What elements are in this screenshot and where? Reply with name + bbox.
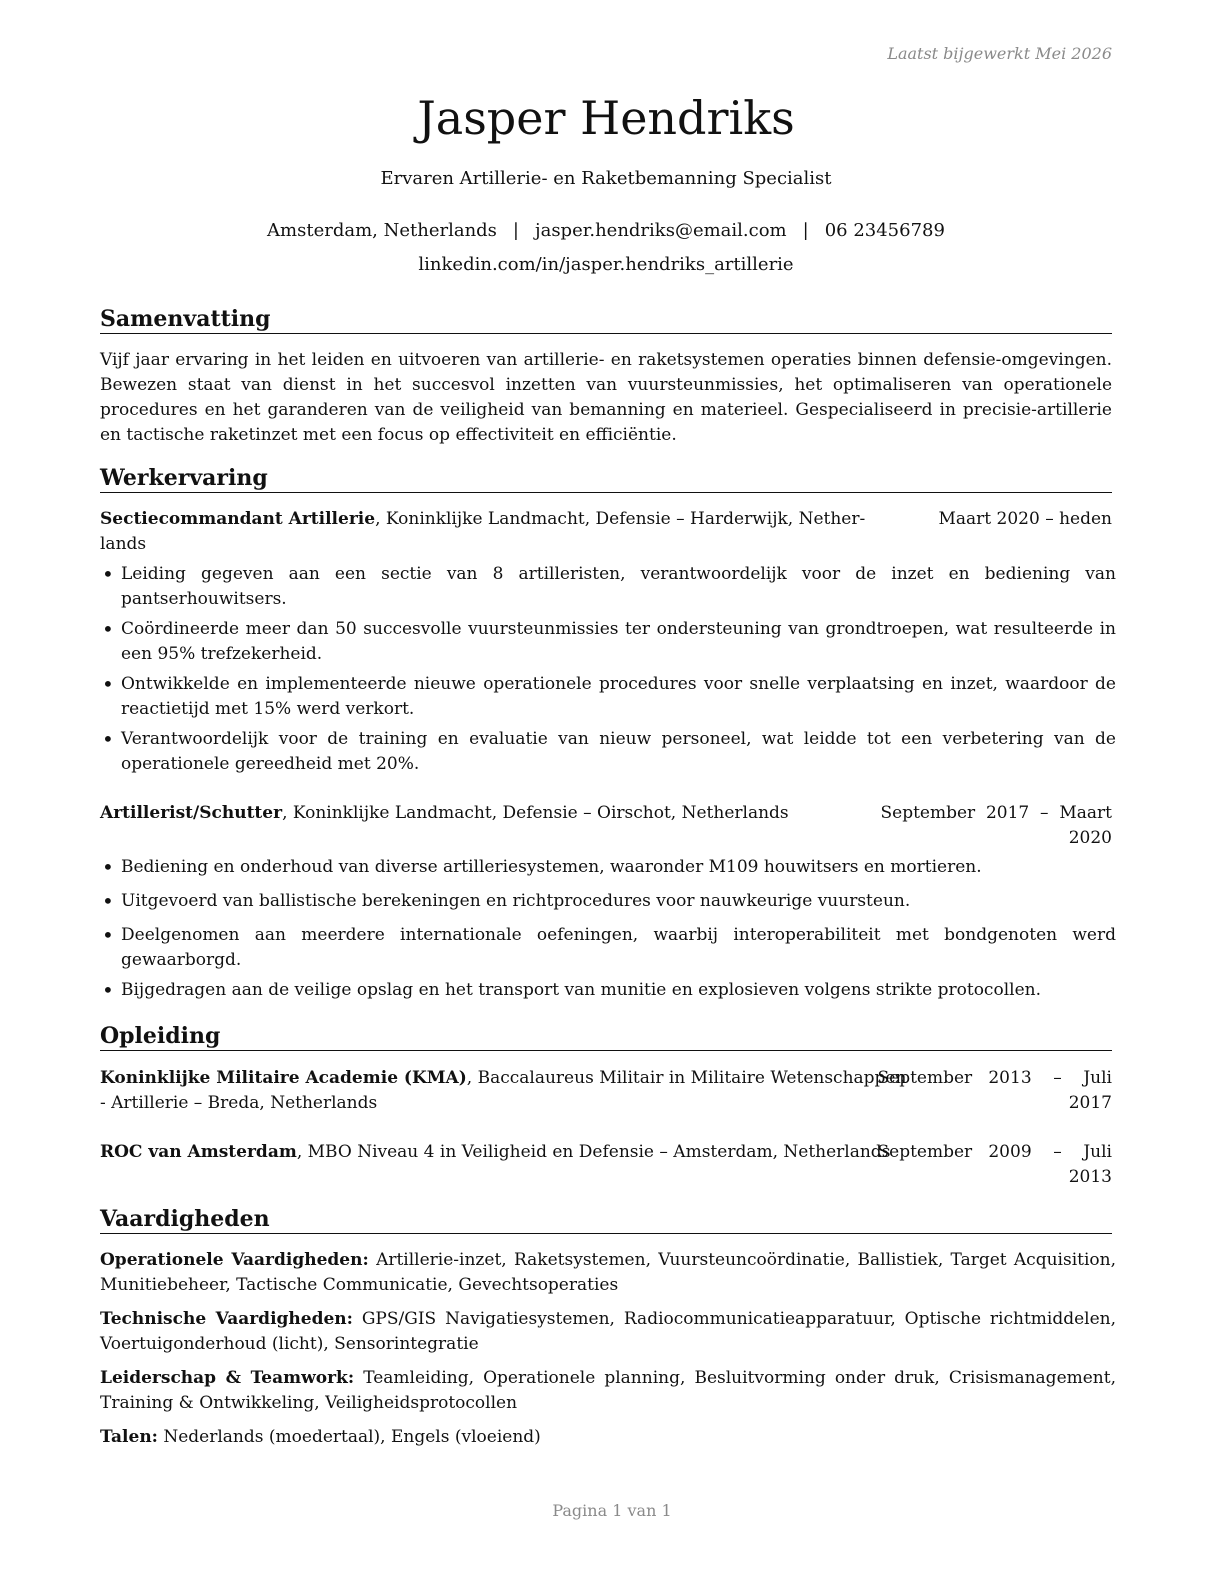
list-item: • Coördineerde meer dan 50 succesvolle vuursteunmissies ter ondersteuning van grondtroepen, wat resulteerde in een 95% trefzekerheid. <box>100 617 1116 667</box>
candidate-headline: Ervaren Artillerie- en Raketbemanning Specialist <box>380 168 832 189</box>
page-number: Pagina 1 van 1 <box>552 1501 672 1520</box>
job-org-cont: lands <box>100 534 147 554</box>
job-role: Sectiecommandant Artillerie <box>100 509 376 529</box>
list-item: • Leiding gegeven aan een sectie van 8 artilleristen, verantwoordelijk voor de inzet en bediening van pantserhouwitsers. <box>100 562 1116 612</box>
education-title-line <box>100 1140 980 1165</box>
list-item: • Ontwikkelde en implementeerde nieuwe operationele procedures voor snelle verplaatsing en inzet, waardoor de reactietijd met 15% werd verkort. <box>100 672 1116 722</box>
skill-group <box>100 1248 1116 1298</box>
list-item: • Verantwoordelijk voor de training en evaluatie van nieuw personeel, wat leidde tot een verbetering van de operationele gereedheid met 20%. <box>100 727 1116 777</box>
contact-phone[interactable]: 06 23456789 <box>824 220 945 241</box>
section-title-education: Opleiding <box>100 1022 1112 1051</box>
skill-label: Leiderschap & Teamwork: <box>100 1368 355 1388</box>
education-school: Koninklijke Militaire Academie (KMA) <box>100 1068 467 1088</box>
candidate-name: Jasper Hendriks <box>417 91 795 145</box>
job-dates: Maart 2020 – heden <box>938 509 1112 529</box>
education-title-line <box>100 1066 980 1116</box>
education-detail: , Baccalaureus Militair in Militaire Wetenschappen <box>466 1068 907 1088</box>
job-org: , Koninklijke Landmacht, Defensie – Harderwijk, Nether- <box>375 509 866 529</box>
skill-label: Technische Vaardigheden: <box>100 1309 353 1329</box>
education-dates-line1: September 2009 – Juli <box>877 1142 1112 1162</box>
section-title-skills: Vaardigheden <box>100 1205 1112 1234</box>
job-title-line <box>100 801 860 826</box>
list-item: • Deelgenomen aan meerdere internationale oefeningen, waarbij interoperabiliteit met bondgenoten werd gewaarborgd. <box>100 923 1116 973</box>
contact-separator: | <box>802 220 809 241</box>
contact-line <box>100 219 1112 243</box>
education-dates-line2: 2013 <box>1068 1167 1112 1187</box>
section-title-summary: Samenvatting <box>100 305 1112 334</box>
job-role: Artillerist/Schutter <box>100 803 283 823</box>
education-school: ROC van Amsterdam <box>100 1142 297 1162</box>
skill-text: Artillerie-inzet, Raketsystemen, Vuursteuncoördinatie, Ballistiek, Target Acquisition, Munitiebeheer, Tactische Communicatie, Gevechtsoperaties <box>100 1250 1116 1295</box>
last-updated-note: Laatst bijgewerkt Mei 2026 <box>887 44 1112 63</box>
job-org: , Koninklijke Landmacht, Defensie – Oirschot, Netherlands <box>282 803 789 823</box>
section-title-experience: Werkervaring <box>100 464 1112 493</box>
job-dates <box>881 801 1113 851</box>
contact-location: Amsterdam, Netherlands <box>267 220 497 241</box>
job-title-line <box>100 507 880 557</box>
job-bullets <box>100 562 1116 777</box>
education-detail-cont: - Artillerie – Breda, Netherlands <box>100 1093 378 1113</box>
skill-group <box>100 1366 1116 1416</box>
skill-text: Nederlands (moedertaal), Engels (vloeiend) <box>157 1427 541 1447</box>
list-item: • Bijgedragen aan de veilige opslag en het transport van munitie en explosieven volgens strikte protocollen. <box>100 978 1116 1003</box>
contact-separator: | <box>512 220 519 241</box>
summary-text: Vijf jaar ervaring in het leiden en uitvoeren van artillerie- en raketsystemen operaties binnen defensie-omgevingen. Bewezen staat van dienst in het succesvol inzetten van vuursteunmissies, het optimaliseren van operationele procedures en het garanderen van de veiligheid van bemanning en materieel. Gespecialiseerd in precisie-artillerie en tactische raketinzet met een focus op effectiviteit en efficiëntie. <box>100 350 1112 445</box>
list-item: • Uitgevoerd van ballistische berekeningen en richtprocedures voor nauwkeurige vuursteun. <box>100 889 1116 914</box>
education-dates <box>877 1140 1112 1190</box>
list-item: • Bediening en onderhoud van diverse artilleriesystemen, waaronder M109 houwitsers en mortieren. <box>100 855 1116 880</box>
education-dates-line1: September 2013 – Juli <box>877 1068 1112 1088</box>
skill-text: Teamleiding, Operationele planning, Besluitvorming onder druk, Crisismanagement, Training & Ontwikkeling, Veiligheidsprotocollen <box>100 1368 1116 1413</box>
skill-label: Talen: <box>100 1427 158 1447</box>
skill-text: GPS/GIS Navigatiesystemen, Radiocommunicatieapparatuur, Optische richtmiddelen, Voertuigonderhoud (licht), Sensorintegratie <box>100 1309 1117 1354</box>
job-dates-line2: 2020 <box>1068 828 1112 848</box>
education-detail: , MBO Niveau 4 in Veiligheid en Defensie – Amsterdam, Netherlands <box>296 1142 891 1162</box>
education-dates-line2: 2017 <box>1068 1093 1112 1113</box>
skill-group <box>100 1307 1116 1357</box>
skill-label: Operationele Vaardigheden: <box>100 1250 369 1270</box>
job-bullets <box>100 855 1116 1003</box>
contact-email[interactable]: jasper.hendriks@email.com <box>535 220 787 241</box>
skill-group <box>100 1425 1116 1450</box>
contact-linkedin[interactable]: linkedin.com/in/jasper.hendriks_artillerie <box>418 254 794 275</box>
education-dates <box>877 1066 1112 1116</box>
job-dates-line1: September 2017 – Maart <box>880 803 1112 823</box>
